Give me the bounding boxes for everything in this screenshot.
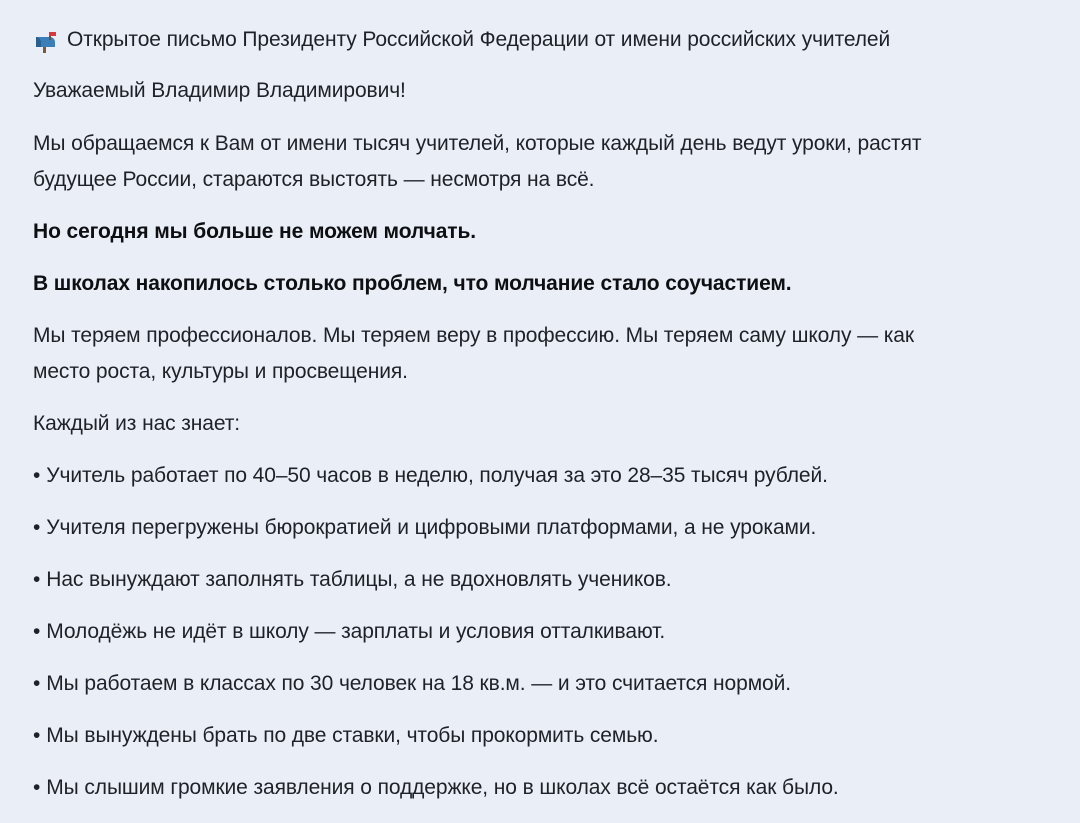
list-item-text: Учителя перегружены бюрократией и цифровыми платформами, а не уроками.	[46, 516, 817, 539]
list-item-text: Мы работаем в классах по 30 человек на 18 кв.м. — и это считается нормой.	[46, 672, 791, 695]
greeting: Уважаемый Владимир Владимирович!	[33, 79, 406, 102]
loss-line-1: Мы теряем профессионалов. Мы теряем веру в профессию. Мы теряем саму школу — как	[33, 324, 914, 347]
list-item-text: Мы вынуждены брать по две ставки, чтобы прокормить семью.	[46, 724, 659, 747]
bullet-dot: •	[33, 776, 41, 799]
list-item-text: Мы слышим громкие заявления о поддержке, но в школах всё остаётся как было.	[46, 776, 839, 799]
bold-statement-1: Но сегодня мы больше не можем молчать.	[33, 220, 477, 243]
bullet-dot: •	[33, 724, 41, 747]
list-item	[33, 510, 816, 546]
list-item-text: Учитель работает по 40–50 часов в неделю, получая за это 28–35 тысяч рублей.	[46, 464, 828, 487]
mailbox-icon	[33, 29, 59, 51]
list-item	[33, 562, 672, 598]
everyone-knows: Каждый из нас знает:	[33, 412, 241, 435]
list-item-text: Нас вынуждают заполнять таблицы, а не вдохновлять учеников.	[46, 568, 672, 591]
intro-line-1: Мы обращаемся к Вам от имени тысяч учителей, которые каждый день ведут уроки, растят	[33, 132, 922, 155]
list-item	[33, 770, 839, 806]
list-item	[33, 718, 658, 754]
bullet-dot: •	[33, 620, 41, 643]
list-item-text: Молодёжь не идёт в школу — зарплаты и условия отталкивают.	[46, 620, 666, 643]
letter-title: Открытое письмо Президенту Российской Федерации от имени российских учителей	[67, 28, 891, 51]
bullet-dot: •	[33, 464, 41, 487]
bullet-dot: •	[33, 516, 41, 539]
bullet-dot: •	[33, 568, 41, 591]
list-item	[33, 666, 791, 702]
bold-statement-2: В школах накопилось столько проблем, что молчание стало соучастием.	[33, 272, 792, 295]
loss-line-2: место роста, культуры и просвещения.	[33, 360, 408, 383]
letter-title-row	[33, 22, 890, 58]
intro-line-2: будущее России, стараются выстоять — несмотря на всё.	[33, 168, 595, 191]
list-item	[33, 614, 665, 650]
list-item	[33, 458, 828, 494]
bullet-dot: •	[33, 672, 41, 695]
